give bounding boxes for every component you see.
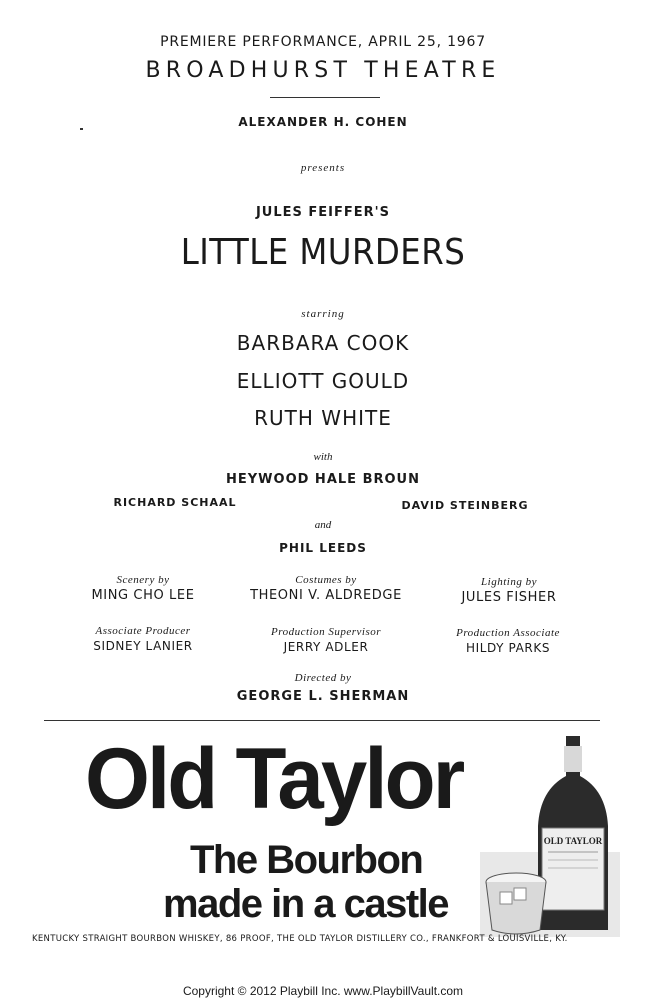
footer-copyright: Copyright © 2012 Playbill Inc. www.PlaybillVault.com	[182, 984, 464, 998]
credit-role: Scenery by	[116, 574, 170, 586]
credit-name: HILDY PARKS	[465, 641, 551, 655]
bottle-label: OLD TAYLOR	[543, 836, 603, 846]
ad-fine-print: KENTUCKY STRAIGHT BOURBON WHISKEY, 86 PROOF, THE OLD TAYLOR DISTILLERY CO., FRANKFORT & LOUISVILLE, KY.	[32, 934, 568, 944]
ad-tagline-2: made in a castle	[163, 882, 449, 926]
star-name: RUTH WHITE	[254, 406, 392, 430]
header-rule	[270, 97, 380, 98]
star-name: BARBARA COOK	[236, 331, 410, 355]
starring-label: starring	[301, 308, 345, 320]
supporting-actor: DAVID STEINBERG	[401, 499, 529, 512]
credit-name: MING CHO LEE	[91, 588, 195, 603]
credit-name: JULES FISHER	[461, 590, 557, 605]
design-credit	[58, 574, 228, 603]
and-actor: PHIL LEEDS	[279, 541, 367, 555]
advertisement	[0, 722, 646, 952]
production-credit	[428, 627, 588, 655]
credit-role: Lighting by	[481, 576, 537, 588]
and-label: and	[314, 519, 332, 531]
show-title: LITTLE MURDERS	[180, 232, 466, 273]
theatre-name: BROADHURST THEATRE	[145, 58, 501, 83]
credit-name: JERRY ADLER	[283, 640, 369, 654]
producer-name: ALEXANDER H. COHEN	[238, 115, 408, 129]
credit-role: Production Associate	[456, 627, 560, 639]
presents-label: presents	[300, 162, 346, 174]
production-credit	[58, 625, 228, 653]
design-credit	[434, 576, 584, 605]
production-credit	[226, 626, 426, 654]
with-label: with	[313, 451, 333, 463]
credit-role: Costumes by	[295, 574, 357, 586]
credit-name: THEONI V. ALDREDGE	[250, 588, 402, 603]
author-line: JULES FEIFFER'S	[255, 205, 391, 220]
directed-by-label: Directed by	[294, 672, 352, 684]
design-credit	[226, 574, 426, 603]
credit-name: SIDNEY LANIER	[93, 639, 193, 653]
section-divider	[44, 720, 600, 721]
featured-actor: HEYWOOD HALE BROUN	[226, 472, 420, 487]
credit-role: Production Supervisor	[271, 626, 381, 638]
ad-brand: Old Taylor	[85, 731, 463, 827]
bottle-illustration	[480, 732, 620, 937]
ad-tagline-1: The Bourbon	[190, 838, 423, 882]
director-name: GEORGE L. SHERMAN	[236, 689, 410, 704]
stray-mark	[80, 128, 83, 130]
premiere-line: PREMIERE PERFORMANCE, APRIL 25, 1967	[160, 34, 486, 50]
supporting-actor: RICHARD SCHAAL	[113, 496, 237, 509]
star-name: ELLIOTT GOULD	[236, 369, 410, 393]
credit-role: Associate Producer	[95, 625, 191, 637]
